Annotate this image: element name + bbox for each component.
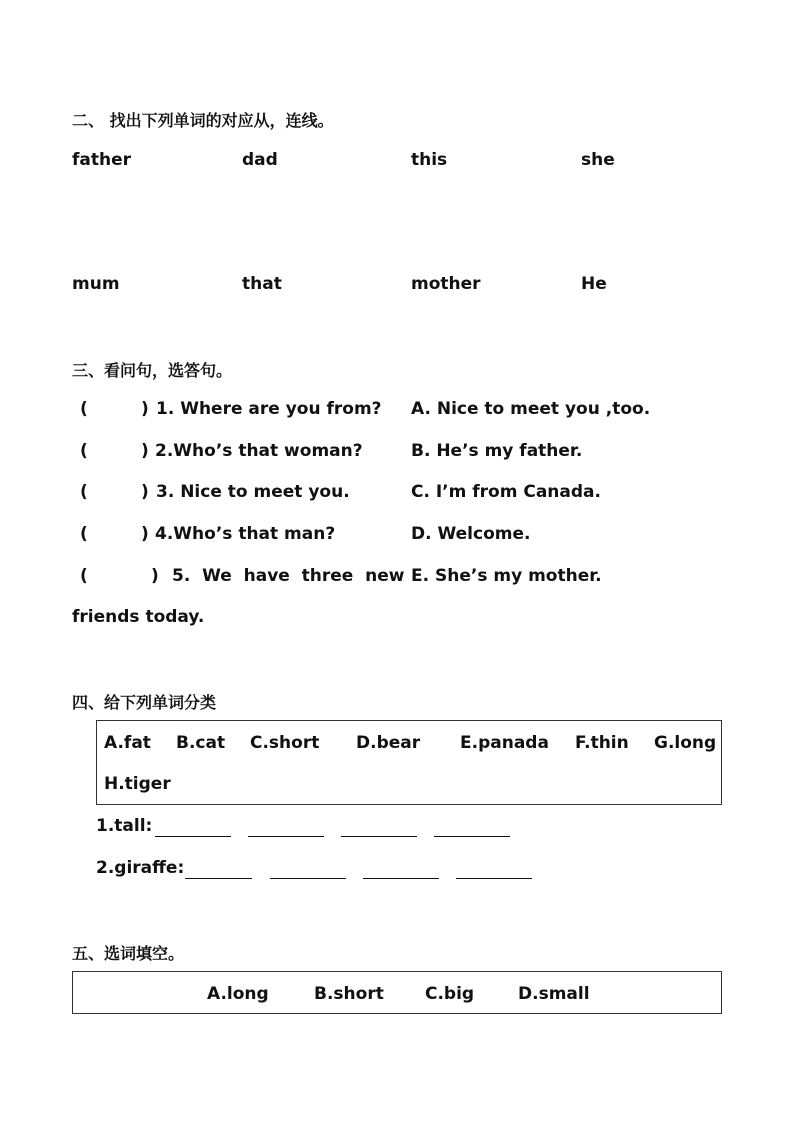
answer-a: A. Nice to meet you ,too. [411, 399, 651, 419]
word-father: father [72, 150, 132, 170]
option-box [72, 971, 722, 1014]
answer-paren-open-2: ( [80, 441, 88, 461]
word-option-e: E.panada [460, 733, 549, 753]
answer-d: D. Welcome. [411, 524, 531, 544]
word-option-f: F.thin [575, 733, 629, 753]
question-1: 1. Where are you from? [156, 399, 382, 419]
word-option-a: A.fat [104, 733, 151, 753]
fill-option-d: D.small [518, 984, 590, 1004]
section3-heading: 三、看问句，选答句。 [72, 361, 233, 380]
word-this: this [411, 150, 448, 170]
word-mother: mother [411, 274, 481, 294]
section4-heading: 四、给下列单词分类 [72, 693, 217, 712]
answer-paren-close-5: ) [151, 566, 159, 586]
question-2: 2.Who’s that woman? [155, 441, 363, 461]
answer-paren-close-4: ) [141, 524, 149, 544]
tall-blank-4[interactable] [434, 820, 510, 837]
answer-paren-open-3: ( [80, 482, 88, 502]
question-5: 5. We have three new [172, 566, 405, 586]
answer-paren-close-3: ) [141, 482, 149, 502]
answer-paren-open-5: ( [80, 566, 88, 586]
word-option-g: G.long [654, 733, 717, 753]
question-4: 4.Who’s that man? [155, 524, 336, 544]
answer-paren-close-1: ) [141, 399, 149, 419]
fill-option-a: A.long [207, 984, 269, 1004]
answer-paren-open-4: ( [80, 524, 88, 544]
word-that: that [242, 274, 282, 294]
answer-e: E. She’s my mother. [411, 566, 602, 586]
answer-c: C. I’m from Canada. [411, 482, 601, 502]
word-option-c: C.short [250, 733, 320, 753]
fill-option-c: C.big [425, 984, 475, 1004]
word-option-b: B.cat [176, 733, 226, 753]
word-dad: dad [242, 150, 278, 170]
tall-blank-3[interactable] [341, 820, 417, 837]
category-giraffe-label: 2.giraffe: [96, 858, 185, 878]
answer-b: B. He’s my father. [411, 441, 583, 461]
tall-blank-2[interactable] [248, 820, 324, 837]
answer-paren-open-1: ( [80, 399, 88, 419]
section5-heading: 五、选词填空。 [72, 944, 185, 963]
word-she: she [581, 150, 615, 170]
fill-option-b: B.short [314, 984, 384, 1004]
section2-heading: 二、 找出下列单词的对应从，连线。 [72, 111, 334, 130]
giraffe-blank-4[interactable] [456, 862, 532, 879]
giraffe-blank-2[interactable] [270, 862, 346, 879]
giraffe-blank-1[interactable] [185, 862, 252, 879]
word-option-d: D.bear [356, 733, 421, 753]
word-option-h: H.tiger [104, 774, 171, 794]
question-3: 3. Nice to meet you. [156, 482, 350, 502]
answer-paren-close-2: ) [141, 441, 149, 461]
question-5-continued: friends today. [72, 607, 205, 627]
category-tall-label: 1.tall: [96, 816, 153, 836]
tall-blank-1[interactable] [155, 820, 231, 837]
giraffe-blank-3[interactable] [363, 862, 439, 879]
word-he: He [581, 274, 607, 294]
word-mum: mum [72, 274, 120, 294]
